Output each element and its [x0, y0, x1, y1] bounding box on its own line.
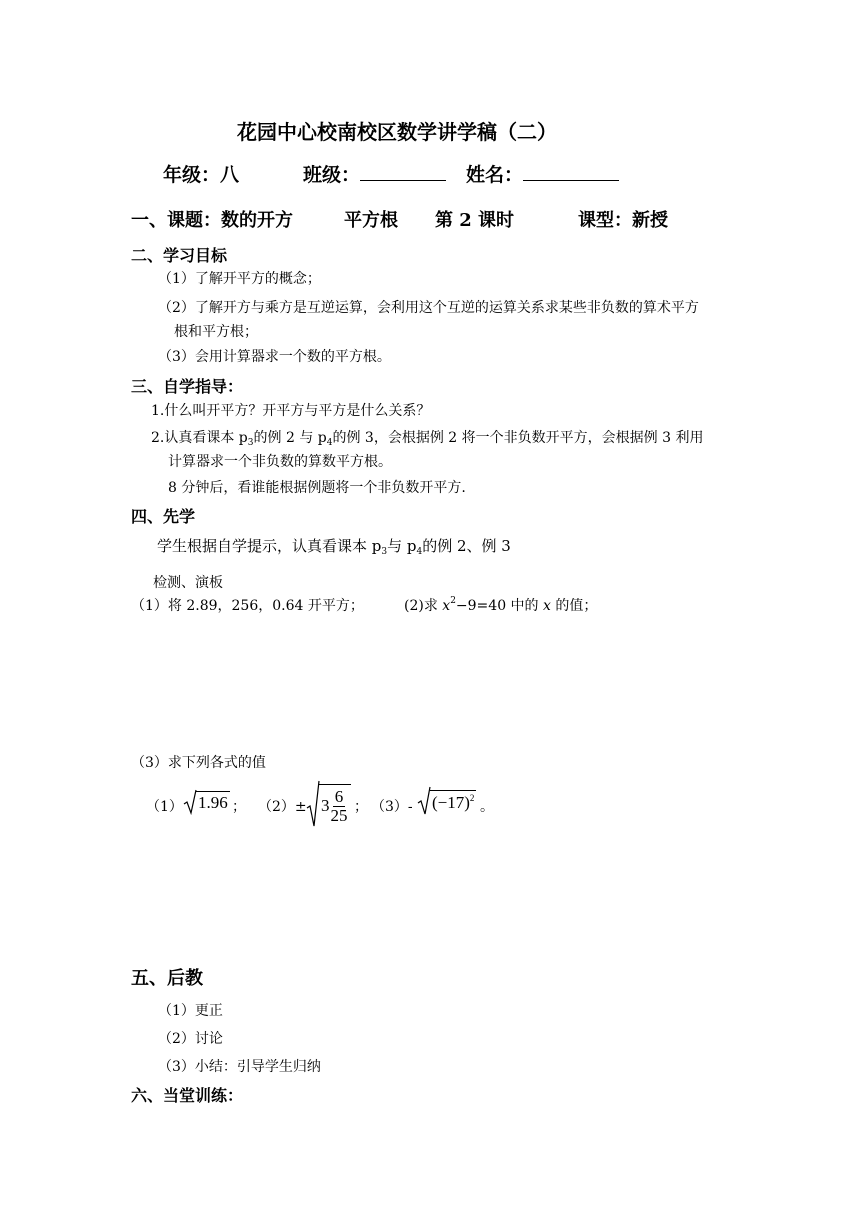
guide-q2-text-a: 2.认真看课本 p: [151, 430, 248, 446]
check-label: 检测、演板: [153, 575, 223, 591]
expr-1-radical: [183, 789, 230, 815]
expr-2-label: （2）±: [258, 799, 307, 815]
section3-heading: 三、自学指导：: [131, 377, 244, 396]
section6-heading: 六、当堂训练：: [131, 1086, 244, 1105]
expr-2-radical: [306, 780, 351, 828]
class-blank[interactable]: [360, 160, 446, 181]
page-subscript: 4: [326, 438, 333, 448]
exercise-3: （3）求下列各式的值: [131, 755, 266, 771]
radicand-mixed-number: [319, 784, 351, 825]
teach-item: （3）小结：引导学生归纳: [158, 1059, 321, 1075]
teach-item: （2）讨论: [158, 1031, 223, 1047]
expr-3-radical: [417, 786, 476, 816]
section1-topic-label: 一、课题：数的开方: [131, 210, 293, 231]
expr-3-end: 。: [480, 799, 494, 815]
variable-x: x: [442, 598, 451, 614]
section5-heading: 五、后教: [131, 968, 203, 989]
expr-1-end: ；: [232, 799, 246, 815]
exponent: 2: [450, 596, 456, 606]
section1-topic: 平方根: [344, 210, 398, 231]
objective-item: （1）了解开平方的概念；: [158, 271, 321, 287]
page-subscript: 3: [247, 438, 254, 448]
teach-item: （1）更正: [158, 1003, 223, 1019]
expr-3-label: （3）-: [371, 799, 413, 815]
exercise-2: [404, 595, 597, 615]
guide-question-2: [151, 427, 703, 448]
name-blank[interactable]: [523, 160, 619, 181]
variable-x: x: [543, 598, 551, 614]
guide-q2-text-b: 的例 2 与 p: [253, 430, 327, 446]
ex2-text-a: (2)求: [404, 598, 443, 614]
page-subscript: 3: [381, 547, 388, 557]
exercise-1: （1）将 2.89，256，0.64 开平方；: [131, 598, 364, 614]
radicand-base: (−17): [432, 792, 470, 812]
exponent: 2: [469, 792, 475, 803]
info-line: [163, 160, 239, 187]
guide-q2-text-c: 的例 3，会根据例 2 将一个非负数开平方，会根据例 3 利用: [332, 430, 704, 446]
numerator: 6: [334, 786, 344, 806]
guide-note: 8 分钟后，看谁能根据例题将一个非负数开平方.: [168, 480, 466, 496]
ex2-text-c: 的值；: [550, 598, 598, 614]
mixed-whole: 3: [321, 796, 330, 815]
preview-instruction: [157, 535, 511, 557]
class-field: [303, 160, 446, 187]
guide-question-1: 1.什么叫开平方？开平方与平方是什么关系？: [151, 403, 431, 419]
ex2-text-b: −9=40 中的: [455, 598, 544, 614]
section1-type: 课型：新授: [578, 210, 668, 231]
section2-heading: 二、学习目标: [131, 246, 228, 265]
radicand: [430, 790, 476, 813]
sqrt-icon: [183, 789, 197, 815]
denominator: 25: [330, 805, 348, 825]
name-label: 姓名：: [466, 164, 524, 186]
sqrt-icon: [306, 780, 320, 828]
objective-item: （2）了解开方与乘方是互逆运算，会利用这个互逆的运算关系求某些非负数的算术平方: [158, 300, 699, 316]
sqrt-icon: [417, 786, 431, 816]
expr-2-end: ；: [354, 799, 368, 815]
preview-text-c: 的例 2、例 3: [422, 537, 511, 555]
section1-lesson: 第 2 课时: [435, 210, 515, 231]
expr-1-label: （1）: [146, 799, 183, 815]
objective-item: 根和平方根；: [174, 324, 258, 340]
grade-value: 八: [220, 164, 240, 186]
section4-heading: 四、先学: [131, 507, 196, 526]
page-title: 花园中心校南校区数学讲学稿（二）: [237, 120, 557, 144]
objective-item: （3）会用计算器求一个数的平方根。: [158, 349, 391, 365]
page-subscript: 4: [416, 547, 423, 557]
preview-text-b: 与 p: [387, 537, 417, 555]
grade-label: 年级：: [163, 164, 221, 186]
radicand: 1.96: [198, 793, 228, 812]
class-label: 班级：: [303, 164, 361, 186]
guide-question-2-cont: 计算器求一个非负数的算数平方根。: [168, 454, 392, 470]
fraction: [331, 788, 348, 825]
preview-text-a: 学生根据自学提示，认真看课本 p: [157, 537, 382, 555]
name-field: [466, 160, 619, 187]
